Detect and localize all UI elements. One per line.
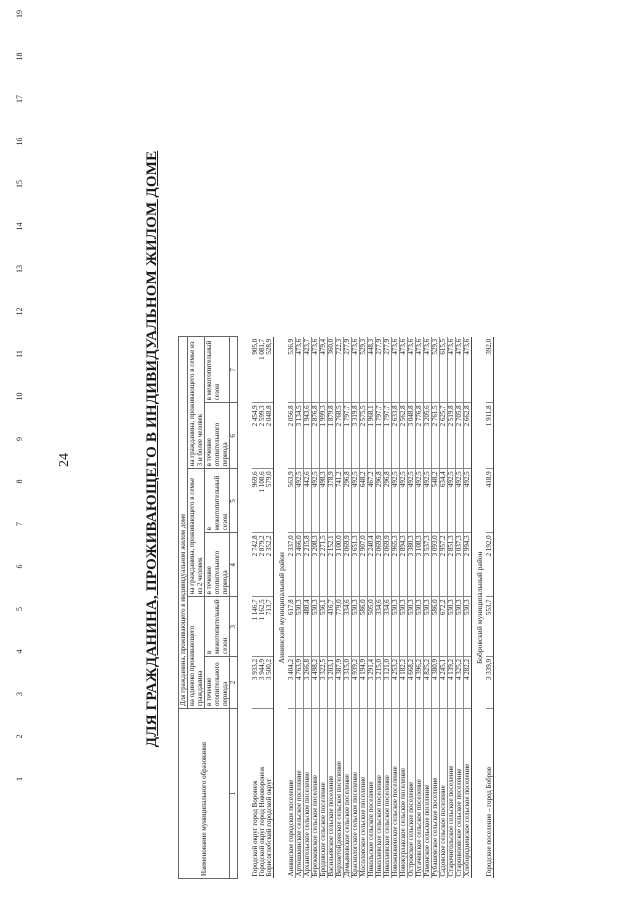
tariff-value: 3 315,0 [344, 657, 352, 709]
tariff-value: 3 205,6 [424, 403, 432, 469]
tariff-value: 3 134,5 [296, 403, 304, 469]
municipality-name: Старонизовское сельское поселение [456, 709, 464, 879]
table-header [179, 337, 238, 879]
tariff-value: 492,5 [416, 469, 424, 533]
tariff-value: 2 454,9 [252, 403, 259, 469]
tariff-value: 296,8 [384, 469, 392, 533]
municipality-name: Демьяновское сельское поселение [344, 709, 352, 879]
column-number: 6 [15, 564, 24, 569]
tariff-value: 905,0 [252, 337, 259, 403]
municipality-name: Новокурлакское сельское поселение [400, 709, 408, 879]
tariff-value: 536,9 [288, 337, 296, 403]
tariff-value: 1 108,6 [259, 469, 266, 533]
municipality-name: Пугачевское сельское поселение [416, 709, 424, 879]
tariff-value: 3 208,3 [312, 533, 320, 597]
tariff-value: 442,6 [304, 469, 312, 533]
tariff-value: 334,6 [344, 597, 352, 657]
tariff-value: 1 162,5 [259, 597, 266, 657]
tariff-value: 2 705,8 [456, 403, 464, 469]
tariff-value: 492,5 [456, 469, 464, 533]
header-group-two: на гражданина, проживающего в семье из 2 человек [188, 469, 205, 597]
tariff-value: 530,3 [416, 597, 424, 657]
column-number: 8 [15, 479, 24, 484]
column-number: 3 [15, 692, 24, 696]
tariff-value: 334,6 [376, 597, 384, 657]
municipality-name: Рубашевское сельское поселение [432, 709, 440, 879]
tariff-value: 418,9 [486, 469, 494, 533]
tariff-value: 530,3 [424, 597, 432, 657]
tariff-value: 3 651,3 [352, 533, 360, 597]
tariff-value: 505,0 [368, 597, 376, 657]
municipality-name: Артюшкинское сельское поселение [296, 709, 304, 879]
municipality-name: Городской округ город Нововоронеж [258, 766, 266, 877]
tariff-value: 553,7 [486, 597, 494, 657]
tariff-value: 277,9 [376, 337, 384, 403]
tariff-value: 3 500,2 [266, 657, 274, 709]
tariff-value: 2 633,8 [392, 403, 400, 469]
tariff-value: 648,2 [360, 469, 368, 533]
tariff-value: 3 100,0 [336, 533, 344, 597]
tariff-value: 586,0 [360, 597, 368, 657]
tariff-value: 1 999,3 [320, 403, 328, 469]
spacer-row [238, 337, 253, 879]
column-number: 1 [15, 777, 24, 781]
tariff-value: 3 266,8 [304, 657, 312, 709]
tariff-value: 3 933,2 [252, 657, 259, 709]
tariff-value: 480,4 [304, 597, 312, 657]
tariff-value: 4 380,9 [432, 657, 440, 709]
municipality-name: Старочигольское сельское поселение [448, 709, 456, 879]
table-row [464, 337, 472, 879]
column-number: 19 [15, 10, 24, 18]
tariff-value: 492,5 [400, 469, 408, 533]
tariff-value: 2 519,8 [448, 403, 456, 469]
column-number: 18 [15, 52, 24, 61]
municipality-name: Бродовское сельское поселение [320, 709, 328, 879]
tariff-value: 2 957,2 [440, 533, 448, 597]
header-group-three: на гражданина, проживающего в семье из 3 и более человек [188, 337, 205, 469]
tariff-value: 741,2 [336, 469, 344, 533]
tariff-value: 3 339,9 [486, 657, 494, 709]
tariff-value: 4 194,9 [360, 657, 368, 709]
tariff-value: 473,6 [352, 337, 360, 403]
tariff-value: 2 742,8 [252, 533, 259, 597]
header-group-main: Для гражданина, проживающего в индивидуальном жилом доме [179, 337, 188, 709]
tariff-value: 4 825,2 [424, 657, 432, 709]
tariff-value: 2 152,1 [328, 533, 336, 597]
header-heating-single: в течение отопительного периода [205, 657, 230, 709]
tariff-value: 492,5 [296, 469, 304, 533]
column-number: 15 [15, 180, 24, 188]
tariff-value: 492,5 [448, 469, 456, 533]
tariff-value: 672,2 [440, 597, 448, 657]
column-number: 16 [15, 137, 24, 146]
tariff-value: 4 325,2 [456, 657, 464, 709]
tariff-value: 615,5 [440, 337, 448, 403]
tariff-value: 2 776,8 [416, 403, 424, 469]
municipality-name: Аннинское городское поселение [288, 709, 296, 879]
column-number: 5 [15, 607, 24, 611]
tariff-value: 563,9 [288, 469, 296, 533]
tariff-value: 530,3 [296, 597, 304, 657]
tariff-value: 529,3 [432, 337, 440, 403]
municipality-name: Архангельское сельское поселение [304, 709, 312, 879]
tariff-value: 2 215,8 [304, 533, 312, 597]
column-index: 4 [230, 533, 238, 597]
tariff-value: 2 894,3 [400, 533, 408, 597]
tariff-value: 473,6 [400, 337, 408, 403]
column-number: 17 [15, 95, 24, 103]
tariff-value: 3 121,0 [384, 657, 392, 709]
header-interheating-two: в межотопительный сезон [205, 469, 230, 533]
tariff-value: 448,3 [368, 337, 376, 403]
tariff-value: 4 396,2 [416, 657, 424, 709]
header-column-index-row [230, 337, 238, 879]
tariff-value: 528,9 [266, 337, 274, 403]
tariff-value: 2 876,8 [312, 403, 320, 469]
tariff-value: 2 575,5 [360, 403, 368, 469]
tariff-value: 3 322,5 [320, 657, 328, 709]
municipality-name: Рамонское сельское поселение [424, 709, 432, 879]
tariff-value: 4 939,2 [352, 657, 360, 709]
tariff-value: 1 911,8 [486, 403, 494, 469]
tariff-value: 492,5 [464, 469, 472, 533]
header-heating-two: в течение отопительного периода [205, 533, 230, 597]
tariff-value: 473,6 [392, 337, 400, 403]
municipality-name: Городское поселение – город Бобров [486, 709, 494, 879]
header-interheating-three: в межотопительный сезон [205, 337, 230, 403]
tariff-value: 492,5 [408, 469, 416, 533]
tariff-value: 296,8 [376, 469, 384, 533]
tariff-value: 2 562,8 [400, 403, 408, 469]
tariff-value: 1 797,7 [344, 403, 352, 469]
column-number: 11 [15, 350, 24, 358]
tariff-value: 4 139,2 [448, 657, 456, 709]
tariff-value: 536,1 [320, 597, 328, 657]
tariff-value: 4 182,2 [400, 657, 408, 709]
tariff-value: 3 466,0 [296, 533, 304, 597]
municipality-name: Бережковское сельское поселение [312, 709, 320, 879]
column-number: 10 [15, 392, 24, 401]
tariff-value: 277,9 [344, 337, 352, 403]
tariff-value: 473,6 [312, 337, 320, 403]
tariff-value: 3 319,8 [352, 403, 360, 469]
tariff-value: 713,7 [266, 597, 274, 657]
table-row [266, 337, 274, 879]
column-number: 2 [15, 734, 24, 739]
tariff-value: 548,2 [432, 469, 440, 533]
municipality-name: Мосоловское сельское поселение [360, 709, 368, 879]
municipality-name: Борисоглебский городской округ [266, 709, 274, 879]
tariff-value: 2 056,8 [288, 403, 296, 469]
tariff-value: 2 879,2 [259, 533, 266, 597]
tariff-value: 473,6 [296, 337, 304, 403]
municipality-name: Николаевское сельское поселение [384, 709, 392, 879]
tariff-value: 2 352,2 [266, 533, 274, 597]
tariff-value: 2 069,9 [376, 533, 384, 597]
tariff-value: 2 625,7 [440, 403, 448, 469]
municipality-name: Островское сельское поселение [408, 709, 416, 879]
tariff-value: 473,6 [424, 337, 432, 403]
column-number: 14 [15, 222, 24, 231]
tariff-value: 334,6 [384, 597, 392, 657]
tariff-value: 2 768,5 [336, 403, 344, 469]
tariff-value: 4 253,2 [392, 657, 400, 709]
tariff-value: 617,8 [288, 597, 296, 657]
tariff-value: 378,9 [328, 469, 336, 533]
tariff-value: 3 108,3 [416, 533, 424, 597]
tariff-value: 473,6 [416, 337, 424, 403]
tariff-value: 530,3 [392, 597, 400, 657]
municipality-name: Городской округ город Воронеж [251, 780, 259, 877]
tariff-value: 3 380,3 [408, 533, 416, 597]
tariff-value: 492,5 [352, 469, 360, 533]
tariff-value: 3 944,9 [259, 657, 266, 709]
tariff-value: 3 203,1 [328, 657, 336, 709]
tariff-table [178, 336, 494, 879]
section-row [274, 337, 289, 879]
tariff-value: 416,7 [328, 597, 336, 657]
tariff-value: 3 404,2 [288, 657, 296, 709]
section-row [472, 337, 487, 879]
tariff-value: 586,0 [432, 597, 440, 657]
tariff-value: 634,4 [440, 469, 448, 533]
tariff-value: 530,3 [464, 597, 472, 657]
municipality-name: Краснологское сельское поселение [352, 709, 360, 879]
column-number: 4 [15, 649, 24, 654]
tariff-value: 4 282,2 [464, 657, 472, 709]
column-number: 12 [15, 307, 24, 316]
document-title: ДЛЯ ГРАЖДАНИНА, ПРОЖИВАЮЩЕГО В ИНДИВИДУАЛЬНОМ ЖИЛОМ ДОМЕ [144, 150, 160, 748]
tariff-value: 2 337,0 [288, 533, 296, 597]
tariff-value: 2 271,5 [320, 533, 328, 597]
header-group-single: на одиноко проживающего гражданина [188, 597, 205, 709]
tariff-value: 2 240,4 [368, 533, 376, 597]
municipality-name: Николаевское сельское поселение [376, 709, 384, 879]
tariff-value: 2 192,0 [486, 533, 494, 597]
tariff-value: 3 093,0 [432, 533, 440, 597]
header-heating-three: в течение отопительного периода [205, 403, 230, 469]
tariff-value: 360,0 [328, 337, 336, 403]
tariff-value: 2 048,8 [266, 403, 274, 469]
page-number: 24 [57, 453, 72, 467]
column-index: 7 [230, 337, 238, 403]
tariff-value: 392,0 [486, 337, 494, 403]
tariff-value: 4 498,2 [312, 657, 320, 709]
column-index: 5 [230, 469, 238, 533]
column-number: 7 [15, 522, 24, 526]
tariff-value: 4 668,2 [408, 657, 416, 709]
header-municipality: Наименование муниципального образования [179, 709, 230, 879]
tariff-value: 498,3 [320, 469, 328, 533]
section-title: Аннинский муниципальный район [276, 552, 286, 664]
tariff-value: 579,0 [266, 469, 274, 533]
tariff-value: 3 215,0 [376, 657, 384, 709]
tariff-value: 2 965,3 [392, 533, 400, 597]
tariff-value: 2 761,5 [432, 403, 440, 469]
table-row [486, 337, 494, 879]
tariff-value: 1 081,7 [259, 337, 266, 403]
tariff-value: 473,6 [464, 337, 472, 403]
tariff-value: 492,5 [392, 469, 400, 533]
tariff-value: 4 387,9 [336, 657, 344, 709]
tariff-value: 277,9 [384, 337, 392, 403]
tariff-value: 1 797,7 [376, 403, 384, 469]
tariff-value: 530,3 [408, 597, 416, 657]
tariff-value: 423,7 [304, 337, 312, 403]
column-number: 13 [15, 265, 24, 273]
header-interheating-single: в межотопительный сезон [205, 597, 230, 657]
tariff-value: 473,6 [448, 337, 456, 403]
tariff-value: 722,3 [336, 337, 344, 403]
tariff-value: 2 662,8 [464, 403, 472, 469]
tariff-value: 2 599,3 [259, 403, 266, 469]
tariff-value: 4 763,9 [296, 657, 304, 709]
tariff-value: 530,3 [456, 597, 464, 657]
column-number: 9 [15, 437, 24, 441]
tariff-value: 779,0 [336, 597, 344, 657]
tariff-value: 3 048,8 [408, 403, 416, 469]
tariff-value: 2 069,9 [384, 533, 392, 597]
tariff-value: 529,3 [360, 337, 368, 403]
column-index: 1 [230, 709, 238, 879]
municipality-name: Никольское сельское поселение [368, 709, 376, 879]
tariff-value: 2 069,9 [344, 533, 352, 597]
tariff-value: 1 879,8 [328, 403, 336, 469]
tariff-value: 2 851,3 [448, 533, 456, 597]
tariff-value: 1 943,6 [304, 403, 312, 469]
tariff-value: 969,6 [252, 469, 259, 533]
spacer-cell [238, 337, 253, 879]
table-body [238, 337, 494, 879]
tariff-value: 2 994,3 [464, 533, 472, 597]
municipality-name: Новожизненское сельское поселение [392, 709, 400, 879]
tariff-value: 492,5 [424, 469, 432, 533]
municipality-name: Васильевское сельское поселение [328, 709, 336, 879]
tariff-value: 467,2 [368, 469, 376, 533]
municipality-name: Садовское сельское поселение [440, 709, 448, 879]
tariff-value: 4 245,1 [440, 657, 448, 709]
municipality-name: Хлебородненское сельское поселение [464, 709, 472, 879]
tariff-value: 530,3 [448, 597, 456, 657]
tariff-value: 1 968,1 [368, 403, 376, 469]
tariff-value: 530,3 [352, 597, 360, 657]
tariff-value: 2 907,0 [360, 533, 368, 597]
tariff-value: 1 797,7 [384, 403, 392, 469]
municipality-name: Верхнетойденское сельское поселение [336, 709, 344, 879]
tariff-value: 3 037,3 [456, 533, 464, 597]
tariff-value: 3 291,4 [368, 657, 376, 709]
tariff-value: 3 537,3 [424, 533, 432, 597]
tariff-value: 479,4 [320, 337, 328, 403]
column-index: 6 [230, 403, 238, 469]
tariff-value: 492,5 [312, 469, 320, 533]
tariff-value: 473,6 [408, 337, 416, 403]
tariff-value: 296,8 [344, 469, 352, 533]
column-index: 3 [230, 597, 238, 657]
section-title: Бобровский муниципальный район [474, 551, 484, 665]
tariff-value: 1 146,7 [252, 597, 259, 657]
tariff-value: 473,6 [456, 337, 464, 403]
tariff-value: 530,3 [312, 597, 320, 657]
column-index: 2 [230, 657, 238, 709]
tariff-value: 530,3 [400, 597, 408, 657]
